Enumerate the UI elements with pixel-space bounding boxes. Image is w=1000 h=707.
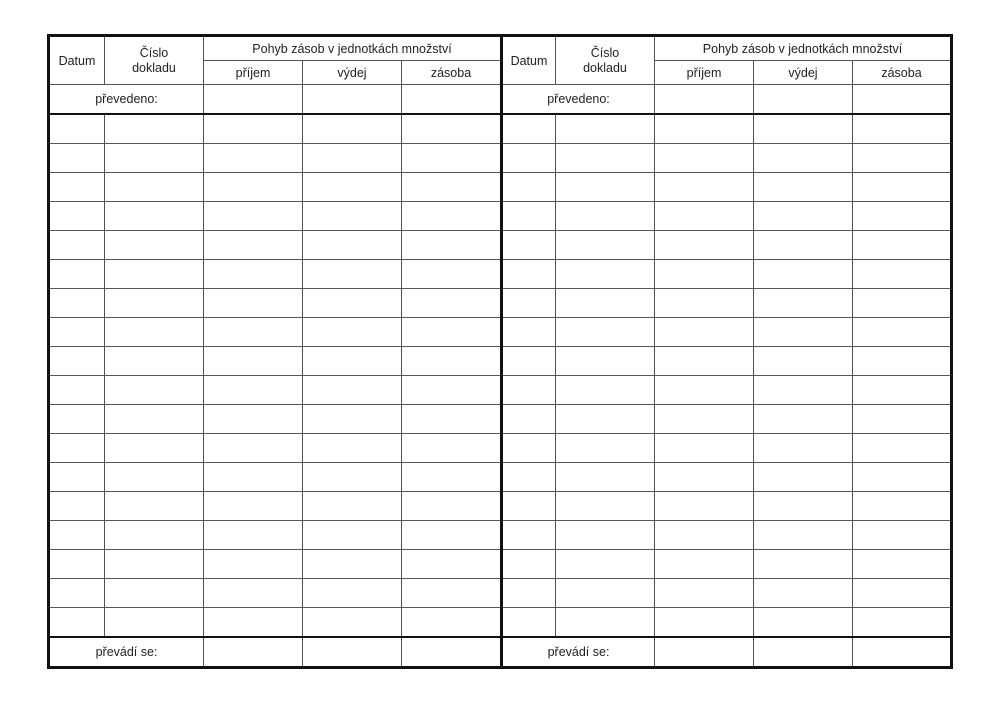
table-row: [49, 405, 502, 434]
entry-datum-cell[interactable]: [49, 463, 105, 492]
entry-zasoba-cell[interactable]: [402, 231, 502, 260]
entry-vydej-cell[interactable]: [303, 260, 402, 289]
entry-cislo-dokladu-cell[interactable]: [556, 318, 655, 347]
entry-zasoba-cell[interactable]: [402, 463, 502, 492]
prevadi-se-zasoba-cell[interactable]: [853, 637, 952, 668]
entry-prijem-cell[interactable]: [655, 202, 754, 231]
entry-prijem-cell[interactable]: [204, 289, 303, 318]
entry-prijem-cell[interactable]: [204, 521, 303, 550]
entry-zasoba-cell[interactable]: [853, 492, 952, 521]
table-row: [49, 608, 502, 638]
ledger-table-right: [500, 34, 953, 669]
entry-vydej-cell[interactable]: [303, 550, 402, 579]
prevedeno-zasoba-cell[interactable]: [402, 85, 502, 115]
entry-cislo-dokladu-cell[interactable]: [105, 463, 204, 492]
entry-cislo-dokladu-cell[interactable]: [556, 231, 655, 260]
entry-prijem-cell[interactable]: [204, 114, 303, 144]
entry-datum-cell[interactable]: [502, 202, 556, 231]
entry-datum-cell[interactable]: [49, 318, 105, 347]
table-row: [502, 260, 952, 289]
entry-cislo-dokladu-cell[interactable]: [556, 405, 655, 434]
table-row: [502, 318, 952, 347]
entry-prijem-cell[interactable]: [655, 260, 754, 289]
entry-vydej-cell[interactable]: [303, 173, 402, 202]
entry-zasoba-cell[interactable]: [853, 521, 952, 550]
entry-prijem-cell[interactable]: [655, 463, 754, 492]
entry-datum-cell[interactable]: [502, 173, 556, 202]
table-row: [502, 376, 952, 405]
entry-datum-cell[interactable]: [502, 260, 556, 289]
entry-cislo-dokladu-cell[interactable]: [105, 260, 204, 289]
entry-datum-cell[interactable]: [502, 289, 556, 318]
prevadi-se-zasoba-cell[interactable]: [402, 637, 502, 668]
entry-cislo-dokladu-cell[interactable]: [105, 289, 204, 318]
entry-cislo-dokladu-cell[interactable]: [105, 550, 204, 579]
header-cislo-dokladu: Číslo dokladu: [105, 36, 204, 85]
entry-datum-cell[interactable]: [49, 289, 105, 318]
entry-datum-cell[interactable]: [502, 347, 556, 376]
table-row: [49, 318, 502, 347]
table-row: [49, 260, 502, 289]
table-row: [49, 434, 502, 463]
header-zasoba: zásoba: [402, 61, 502, 85]
entry-vydej-cell[interactable]: [303, 579, 402, 608]
prevedeno-prijem-cell[interactable]: [655, 85, 754, 115]
entry-prijem-cell[interactable]: [655, 550, 754, 579]
entry-vydej-cell[interactable]: [754, 202, 853, 231]
entry-datum-cell[interactable]: [502, 114, 556, 144]
entry-zasoba-cell[interactable]: [853, 434, 952, 463]
entry-vydej-cell[interactable]: [303, 202, 402, 231]
entry-cislo-dokladu-cell[interactable]: [105, 347, 204, 376]
prevedeno-vydej-cell[interactable]: [754, 85, 853, 115]
entry-prijem-cell[interactable]: [204, 608, 303, 638]
table-row: [49, 173, 502, 202]
entry-prijem-cell[interactable]: [655, 173, 754, 202]
entry-zasoba-cell[interactable]: [402, 550, 502, 579]
entry-zasoba-cell[interactable]: [853, 231, 952, 260]
entry-zasoba-cell[interactable]: [853, 608, 952, 638]
entry-vydej-cell[interactable]: [303, 376, 402, 405]
entry-zasoba-cell[interactable]: [853, 289, 952, 318]
entry-datum-cell[interactable]: [49, 550, 105, 579]
entry-datum-cell[interactable]: [49, 579, 105, 608]
table-row: [502, 231, 952, 260]
entry-cislo-dokladu-cell[interactable]: [556, 521, 655, 550]
table-row: [49, 231, 502, 260]
prevedeno-label: převedeno:: [49, 85, 204, 115]
entry-prijem-cell[interactable]: [655, 318, 754, 347]
entry-datum-cell[interactable]: [49, 376, 105, 405]
ledger-table-left: [47, 34, 503, 669]
entry-zasoba-cell[interactable]: [853, 463, 952, 492]
entry-prijem-cell[interactable]: [204, 434, 303, 463]
entry-prijem-cell[interactable]: [655, 492, 754, 521]
entry-zasoba-cell[interactable]: [402, 144, 502, 173]
entry-prijem-cell[interactable]: [204, 173, 303, 202]
table-row: [502, 463, 952, 492]
entry-vydej-cell[interactable]: [754, 579, 853, 608]
entry-vydej-cell[interactable]: [754, 173, 853, 202]
prevedeno-label: převedeno:: [502, 85, 655, 115]
entry-vydej-cell[interactable]: [754, 550, 853, 579]
entry-vydej-cell[interactable]: [754, 463, 853, 492]
header-pohyb-zasob: Pohyb zásob v jednotkách množství: [655, 36, 952, 61]
entry-vydej-cell[interactable]: [303, 405, 402, 434]
entry-prijem-cell[interactable]: [655, 114, 754, 144]
prevadi-se-vydej-cell[interactable]: [303, 637, 402, 668]
entry-datum-cell[interactable]: [502, 492, 556, 521]
table-row: [502, 289, 952, 318]
entry-datum-cell[interactable]: [49, 114, 105, 144]
entry-datum-cell[interactable]: [502, 434, 556, 463]
entry-prijem-cell[interactable]: [655, 608, 754, 638]
entry-cislo-dokladu-cell[interactable]: [556, 492, 655, 521]
entry-zasoba-cell[interactable]: [402, 202, 502, 231]
entry-vydej-cell[interactable]: [754, 144, 853, 173]
carry-forward-row: [49, 637, 502, 668]
ledger-body-right: [502, 36, 952, 668]
header-datum: Datum: [49, 36, 105, 85]
entry-prijem-cell[interactable]: [655, 376, 754, 405]
table-row: [502, 579, 952, 608]
entry-cislo-dokladu-cell[interactable]: [556, 260, 655, 289]
entry-cislo-dokladu-cell[interactable]: [105, 318, 204, 347]
entry-prijem-cell[interactable]: [655, 405, 754, 434]
entry-prijem-cell[interactable]: [655, 521, 754, 550]
entry-datum-cell[interactable]: [49, 231, 105, 260]
entry-datum-cell[interactable]: [502, 405, 556, 434]
entry-vydej-cell[interactable]: [303, 434, 402, 463]
entry-datum-cell[interactable]: [502, 550, 556, 579]
entry-vydej-cell[interactable]: [303, 144, 402, 173]
entry-datum-cell[interactable]: [49, 434, 105, 463]
entry-datum-cell[interactable]: [49, 202, 105, 231]
prevedeno-prijem-cell[interactable]: [204, 85, 303, 115]
entry-zasoba-cell[interactable]: [402, 579, 502, 608]
entry-datum-cell[interactable]: [49, 347, 105, 376]
table-row: [49, 289, 502, 318]
entry-prijem-cell[interactable]: [204, 579, 303, 608]
table-row: [502, 347, 952, 376]
entry-zasoba-cell[interactable]: [402, 492, 502, 521]
carry-forward-row: [502, 637, 952, 668]
entry-cislo-dokladu-cell[interactable]: [105, 608, 204, 638]
entry-zasoba-cell[interactable]: [402, 521, 502, 550]
prevadi-se-vydej-cell[interactable]: [754, 637, 853, 668]
entry-cislo-dokladu-cell[interactable]: [556, 173, 655, 202]
entry-vydej-cell[interactable]: [754, 114, 853, 144]
entry-datum-cell[interactable]: [49, 608, 105, 638]
entry-datum-cell[interactable]: [49, 260, 105, 289]
entry-cislo-dokladu-cell[interactable]: [105, 202, 204, 231]
prevadi-se-label: převádí se:: [49, 637, 204, 668]
entry-zasoba-cell[interactable]: [402, 289, 502, 318]
entry-prijem-cell[interactable]: [204, 405, 303, 434]
table-row: [49, 144, 502, 173]
header-prijem: příjem: [655, 61, 754, 85]
entry-zasoba-cell[interactable]: [402, 405, 502, 434]
entry-prijem-cell[interactable]: [204, 202, 303, 231]
table-row: [49, 550, 502, 579]
entry-cislo-dokladu-cell[interactable]: [105, 579, 204, 608]
entry-cislo-dokladu-cell[interactable]: [556, 289, 655, 318]
entry-vydej-cell[interactable]: [754, 347, 853, 376]
entry-cislo-dokladu-cell[interactable]: [105, 376, 204, 405]
entry-prijem-cell[interactable]: [655, 434, 754, 463]
table-row: [49, 376, 502, 405]
entry-datum-cell[interactable]: [502, 231, 556, 260]
entry-vydej-cell[interactable]: [754, 289, 853, 318]
entry-zasoba-cell[interactable]: [853, 405, 952, 434]
entry-zasoba-cell[interactable]: [853, 260, 952, 289]
entry-vydej-cell[interactable]: [754, 521, 853, 550]
entry-vydej-cell[interactable]: [754, 260, 853, 289]
entry-vydej-cell[interactable]: [303, 347, 402, 376]
entry-prijem-cell[interactable]: [204, 550, 303, 579]
header-zasoba: zásoba: [853, 61, 952, 85]
entry-datum-cell[interactable]: [502, 318, 556, 347]
entry-zasoba-cell[interactable]: [853, 318, 952, 347]
entry-cislo-dokladu-cell[interactable]: [105, 492, 204, 521]
entry-datum-cell[interactable]: [49, 173, 105, 202]
table-row: [502, 521, 952, 550]
entry-cislo-dokladu-cell[interactable]: [105, 405, 204, 434]
entry-prijem-cell[interactable]: [204, 492, 303, 521]
table-row: [502, 492, 952, 521]
entry-cislo-dokladu-cell[interactable]: [556, 463, 655, 492]
table-row: [502, 202, 952, 231]
table-row: [49, 579, 502, 608]
entry-cislo-dokladu-cell[interactable]: [105, 434, 204, 463]
header-vydej: výdej: [303, 61, 402, 85]
entry-zasoba-cell[interactable]: [853, 550, 952, 579]
entry-cislo-dokladu-cell[interactable]: [105, 114, 204, 144]
entry-vydej-cell[interactable]: [754, 434, 853, 463]
entry-cislo-dokladu-cell[interactable]: [105, 521, 204, 550]
entry-zasoba-cell[interactable]: [402, 347, 502, 376]
entry-vydej-cell[interactable]: [303, 463, 402, 492]
table-row: [49, 521, 502, 550]
table-row: [49, 492, 502, 521]
entry-cislo-dokladu-cell[interactable]: [556, 434, 655, 463]
entry-prijem-cell[interactable]: [655, 579, 754, 608]
entry-vydej-cell[interactable]: [303, 231, 402, 260]
prevedeno-zasoba-cell[interactable]: [853, 85, 952, 115]
entry-datum-cell[interactable]: [49, 144, 105, 173]
table-row: [502, 173, 952, 202]
entry-datum-cell[interactable]: [502, 376, 556, 405]
entry-cislo-dokladu-cell[interactable]: [105, 144, 204, 173]
entry-zasoba-cell[interactable]: [853, 202, 952, 231]
entry-zasoba-cell[interactable]: [853, 376, 952, 405]
table-row: [502, 114, 952, 144]
prevadi-se-prijem-cell[interactable]: [655, 637, 754, 668]
entry-cislo-dokladu-cell[interactable]: [556, 202, 655, 231]
entry-datum-cell[interactable]: [49, 405, 105, 434]
ledger-page: [47, 34, 953, 669]
entry-zasoba-cell[interactable]: [402, 376, 502, 405]
entry-vydej-cell[interactable]: [303, 318, 402, 347]
entry-prijem-cell[interactable]: [655, 231, 754, 260]
table-row: [502, 550, 952, 579]
entry-prijem-cell[interactable]: [204, 376, 303, 405]
entry-cislo-dokladu-cell[interactable]: [556, 608, 655, 638]
table-row: [502, 144, 952, 173]
entry-vydej-cell[interactable]: [303, 289, 402, 318]
prevadi-se-prijem-cell[interactable]: [204, 637, 303, 668]
entry-datum-cell[interactable]: [502, 144, 556, 173]
entry-prijem-cell[interactable]: [655, 144, 754, 173]
entry-vydej-cell[interactable]: [303, 608, 402, 638]
entry-datum-cell[interactable]: [502, 521, 556, 550]
entry-vydej-cell[interactable]: [303, 492, 402, 521]
entry-prijem-cell[interactable]: [204, 231, 303, 260]
entry-datum-cell[interactable]: [49, 492, 105, 521]
header-datum: Datum: [502, 36, 556, 85]
entry-vydej-cell[interactable]: [754, 231, 853, 260]
entry-vydej-cell[interactable]: [303, 114, 402, 144]
entry-prijem-cell[interactable]: [655, 289, 754, 318]
prevadi-se-label: převádí se:: [502, 637, 655, 668]
entry-prijem-cell[interactable]: [204, 318, 303, 347]
entry-vydej-cell[interactable]: [754, 318, 853, 347]
entry-zasoba-cell[interactable]: [402, 434, 502, 463]
table-row: [502, 405, 952, 434]
entry-cislo-dokladu-cell[interactable]: [556, 579, 655, 608]
entry-cislo-dokladu-cell[interactable]: [105, 173, 204, 202]
entry-zasoba-cell[interactable]: [402, 608, 502, 638]
entry-zasoba-cell[interactable]: [853, 579, 952, 608]
entry-cislo-dokladu-cell[interactable]: [105, 231, 204, 260]
entry-cislo-dokladu-cell[interactable]: [556, 347, 655, 376]
entry-datum-cell[interactable]: [49, 521, 105, 550]
entry-vydej-cell[interactable]: [754, 376, 853, 405]
entry-zasoba-cell[interactable]: [853, 114, 952, 144]
entry-vydej-cell[interactable]: [754, 405, 853, 434]
entry-vydej-cell[interactable]: [754, 492, 853, 521]
entry-zasoba-cell[interactable]: [853, 347, 952, 376]
entry-zasoba-cell[interactable]: [402, 260, 502, 289]
entry-prijem-cell[interactable]: [204, 463, 303, 492]
entry-datum-cell[interactable]: [502, 463, 556, 492]
entry-datum-cell[interactable]: [502, 608, 556, 638]
entry-zasoba-cell[interactable]: [853, 173, 952, 202]
prevedeno-vydej-cell[interactable]: [303, 85, 402, 115]
entry-vydej-cell[interactable]: [303, 521, 402, 550]
header-cislo-dokladu: Číslo dokladu: [556, 36, 655, 85]
entry-zasoba-cell[interactable]: [402, 114, 502, 144]
entry-cislo-dokladu-cell[interactable]: [556, 376, 655, 405]
table-row: [49, 463, 502, 492]
entry-prijem-cell[interactable]: [655, 347, 754, 376]
entry-vydej-cell[interactable]: [754, 608, 853, 638]
entry-prijem-cell[interactable]: [204, 260, 303, 289]
entry-datum-cell[interactable]: [502, 579, 556, 608]
entry-prijem-cell[interactable]: [204, 347, 303, 376]
entry-cislo-dokladu-cell[interactable]: [556, 144, 655, 173]
entry-cislo-dokladu-cell[interactable]: [556, 114, 655, 144]
table-row: [502, 434, 952, 463]
header-prijem: příjem: [204, 61, 303, 85]
header-vydej: výdej: [754, 61, 853, 85]
entry-zasoba-cell[interactable]: [853, 144, 952, 173]
table-row: [49, 202, 502, 231]
header-pohyb-zasob: Pohyb zásob v jednotkách množství: [204, 36, 502, 61]
table-row: [49, 114, 502, 144]
entry-zasoba-cell[interactable]: [402, 173, 502, 202]
table-row: [49, 347, 502, 376]
ledger-body-left: [49, 36, 502, 668]
entry-prijem-cell[interactable]: [204, 144, 303, 173]
table-row: [502, 608, 952, 638]
entry-cislo-dokladu-cell[interactable]: [556, 550, 655, 579]
entry-zasoba-cell[interactable]: [402, 318, 502, 347]
